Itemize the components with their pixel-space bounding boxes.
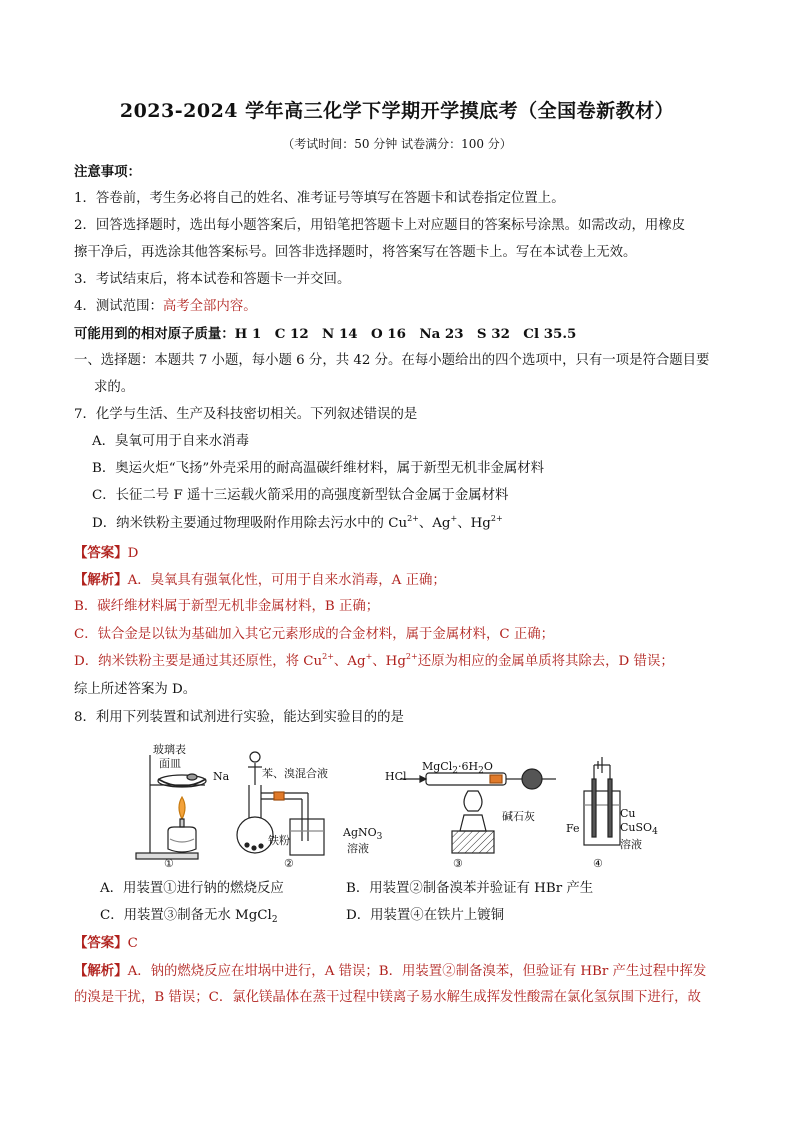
q7-analysis-b: B．碳纤维材料属于新型无机非金属材料，B 正确； [74,599,380,614]
analysis-tag: 【解析】 [74,572,128,588]
fig2-label-solution: 溶液 [347,842,369,855]
section-heading-cont: 求的。 [94,380,135,395]
fig3-label-mgcl2: $MgCl_2\cdot 6H_2O$ [422,760,493,776]
notice-item-1: 1．答卷前，考生务必将自己的姓名、准考证号等填写在答题卡和试卷指定位置上。 [74,191,565,206]
notice-heading: 注意事项： [74,164,141,180]
fig4-label-cu: Cu [620,807,636,820]
notice-item-3: 3．考试结束后，将本试卷和答题卡一并交回。 [74,272,351,287]
fig3-number: ③ [453,857,463,870]
q8-analysis-2: 的溴是干扰，B 错误；C．氯化镁晶体在蒸干过程中镁离子易水解生成挥发性酸需在氯化氢氛围下进行，故 [74,990,701,1005]
apparatus-figure [130,735,650,875]
fig4-label-cuso4: CuSO$_4$ [620,821,658,837]
answer-value: C [127,936,138,951]
fig3-label-hcl: HCl [385,770,407,783]
q7-option-c: C．长征二号 F 遥十三运载火箭采用的高强度新型钛合金属于金属材料 [92,488,509,503]
page-title: 2023-2024 学年高三化学下学期开学摸底考（全国卷新教材） [119,100,675,122]
q7-analysis-a: 【解析】A．臭氧具有强氧化性，可用于自来水消毒，A 正确； [74,572,446,588]
notice-item-4 [74,298,257,316]
q8-answer [74,934,138,953]
atomic-masses: 可能用到的相对原子质量：H 1 C 12 N 14 O 16 Na 23 S 32 Cl 35.5 [74,326,577,342]
q7-option-d: D．纳米铁粉主要通过物理吸附作用除去污水中的 $Cu^{2+}$、Ag+、$Hg^{2+}$ [92,514,503,531]
notice-item-4-label: 4．测试范围： [74,299,163,314]
q8-option-d: D．用装置④在铁片上镀铜 [346,908,505,923]
q8-stem: 8．利用下列装置和试剂进行实验，能达到实验目的的是 [74,710,404,725]
answer-tag: 【答案】 [74,935,128,951]
q7-option-b: B．奥运火炬“飞扬”外壳采用的耐高温碳纤维材料，属于新型无机非金属材料 [92,461,545,476]
q8-analysis-1: 【解析】A．钠的燃烧反应在坩埚中进行，A 错误；B．用装置②制备溴苯，但验证有 HBr 产生过程中挥发 [74,963,707,979]
notice-item-2: 2．回答选择题时，选出每小题答案后，用铅笔把答题卡上对应题目的答案标号涂黑。如需改动，用橡皮 [74,218,686,233]
q7-analysis-c: C．钛合金是以钛为基础加入其它元素形成的合金材料，属于金属材料，C 正确； [74,627,555,642]
fig1-label-na: Na [213,770,230,783]
fig4-number: ④ [593,857,603,870]
fig4-label-fe: Fe [566,822,580,835]
fig1-label-glass: 玻璃表 [153,743,186,756]
q7-analysis-d: D．纳米铁粉主要是通过其还原性，将 $Cu^{2+}$、Ag+、$Hg^{2+}$还原为相应的金属单质将其除去，D 错误； [74,652,674,669]
fig1-number: ① [164,857,174,870]
q7-option-a: A．臭氧可用于自来水消毒 [92,434,249,449]
fig1-label-dish: 面皿 [159,757,181,770]
fig2-label-mix: 苯、溴混合液 [262,767,328,780]
answer-value: D [127,546,139,561]
apparatus-4 [584,757,620,845]
fig2-number: ② [284,857,294,870]
analysis-tag: 【解析】 [74,963,128,979]
fig3-label-sodalime: 碱石灰 [502,810,535,823]
q8-option-b: B．用装置②制备溴苯并验证有 HBr 产生 [346,881,594,896]
fig2-label-fe: 铁粉 [268,834,290,847]
section-heading: 一、选择题：本题共 7 小题，每小题 6 分，共 42 分。在每小题给出的四个选项中，只有一项是符合题目要 [74,353,710,368]
q7-answer [74,544,138,563]
fig4-label-solution: 溶液 [620,838,642,851]
answer-tag: 【答案】 [74,545,128,561]
q8-option-a: A．用装置①进行钠的燃烧反应 [100,881,284,896]
exam-info: （考试时间：50 分钟 试卷满分：100 分） [282,137,512,151]
q8-option-c: C．用装置③制备无水 MgCl$_2$ [100,908,278,925]
q7-stem: 7．化学与生活、生产及科技密切相关。下列叙述错误的是 [74,407,418,422]
q7-conclusion: 综上所述答案为 D。 [74,682,197,697]
notice-item-2-cont: 擦干净后，再选涂其他答案标号。回答非选择题时，将答案写在答题卡上。写在本试卷上无效。 [74,245,637,260]
fig2-label-agno3: AgNO$_3$ [343,826,383,842]
test-scope: 高考全部内容。 [162,299,257,314]
